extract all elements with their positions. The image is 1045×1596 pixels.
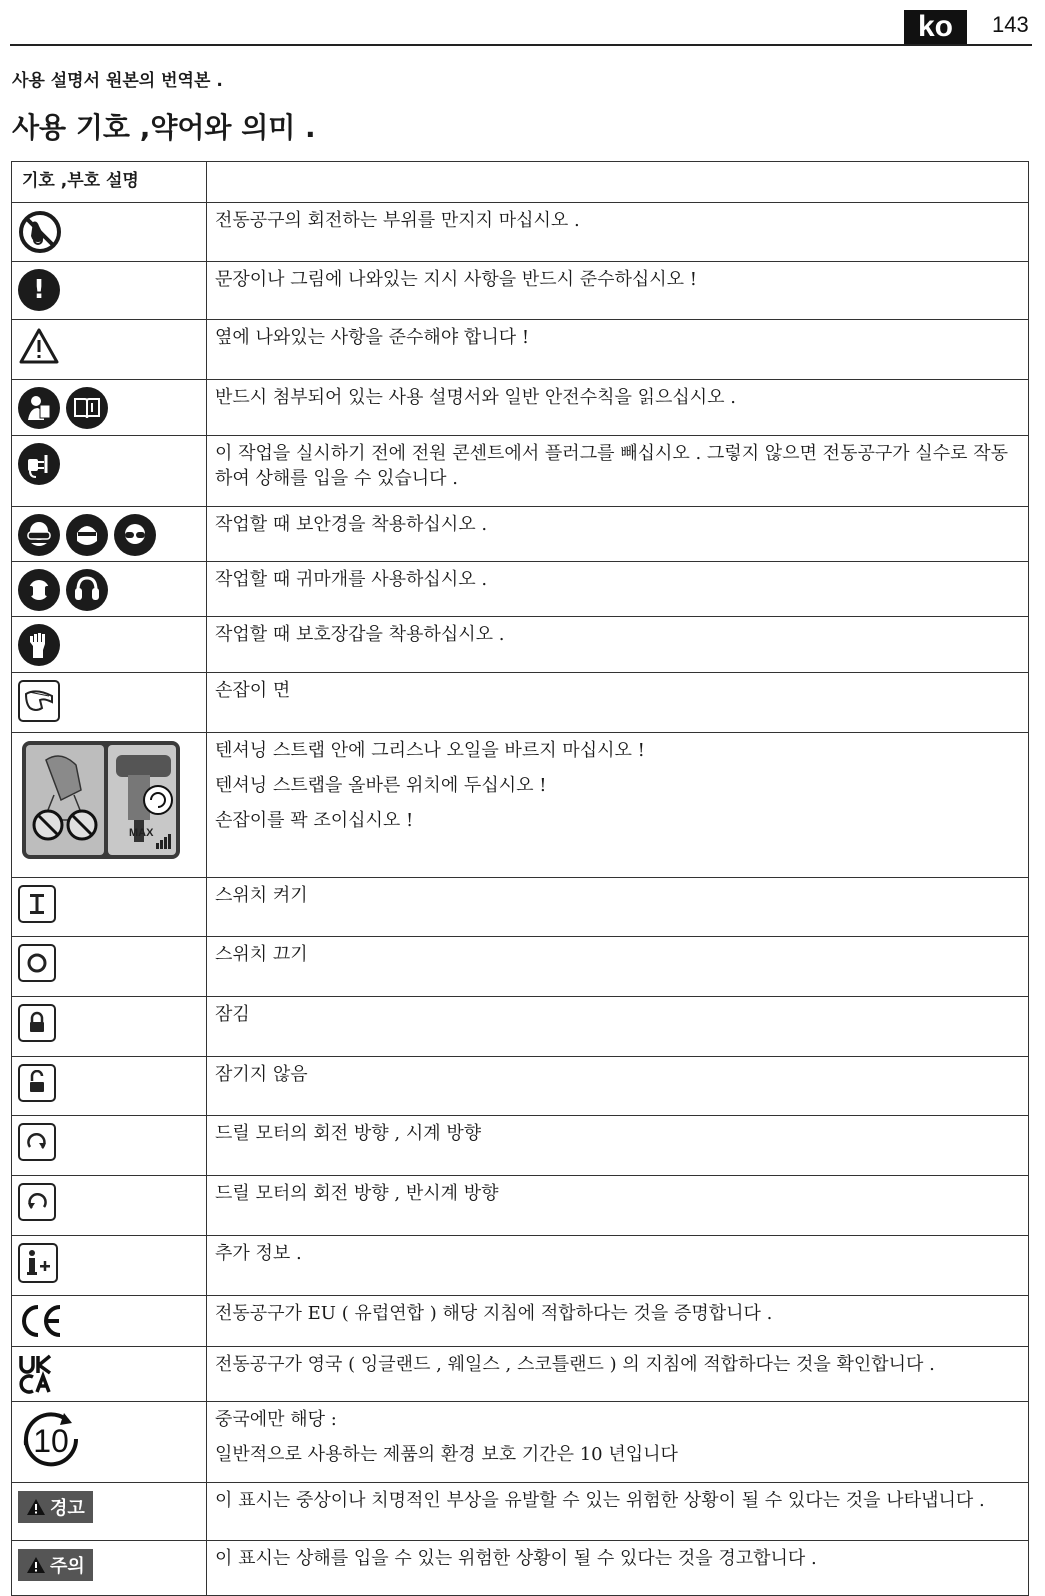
ce-mark-icon	[18, 1303, 64, 1343]
page-number: 143	[992, 12, 1029, 37]
table-row	[12, 436, 1029, 507]
max-label: MAX	[129, 827, 154, 839]
row-description: 잠김	[215, 1004, 250, 1025]
rotate-counterclockwise-icon	[18, 1183, 56, 1221]
table-row	[12, 673, 1029, 733]
caution-tag-icon	[18, 1549, 93, 1581]
table-row	[12, 1402, 1029, 1483]
header-divider	[10, 44, 1032, 46]
row-description: 작업할 때 보호장갑을 착용하십시오 .	[215, 624, 505, 645]
row-description: 드릴 모터의 회전 방향 , 반시계 방향	[215, 1183, 499, 1204]
row-description: 작업할 때 귀마개를 사용하십시오 .	[215, 569, 488, 590]
row-description: 전동공구가 영국 ( 잉글랜드 , 웨일스 , 스코틀랜드 ) 의 지침에 적합하다는 것을 확인합니다 .	[215, 1354, 935, 1375]
row-description: 이 표시는 중상이나 치명적인 부상을 유발할 수 있는 위험한 상황이 될 수 있다는 것을 나타냅니다 .	[215, 1490, 985, 1511]
epup-10-value: 10	[33, 1423, 69, 1459]
warning-tag-label: 경고	[50, 1498, 85, 1519]
row-description: 문장이나 그림에 나와있는 지시 사항을 반드시 준수하십시오 !	[215, 269, 697, 290]
row-description: 드릴 모터의 회전 방향 , 시계 방향	[215, 1123, 482, 1144]
page-title: 사용 기호 ,약어와 의미 .	[12, 111, 316, 144]
table-row	[12, 997, 1029, 1057]
table-row	[12, 562, 1029, 617]
table-row	[12, 320, 1029, 380]
gloves-icon	[18, 624, 60, 666]
table-row	[12, 1236, 1029, 1296]
switch-on-icon	[18, 885, 56, 923]
row-description: 반드시 첨부되어 있는 사용 설명서와 일반 안전수칙을 읽으십시오 .	[215, 387, 736, 408]
table-row	[12, 380, 1029, 436]
table-header-label: 기호 ,부호 설명	[12, 162, 207, 203]
goggles-icon	[18, 514, 60, 556]
row-description: 텐셔닝 스트랩을 올바른 위치에 두십시오 !	[215, 775, 547, 796]
table-row	[12, 1347, 1029, 1402]
table-row	[12, 262, 1029, 320]
row-description: 텐셔닝 스트랩 안에 그리스나 오일을 바르지 마십시오 !	[215, 740, 645, 761]
table-header-row	[12, 162, 1029, 203]
table-row	[12, 937, 1029, 997]
caution-tag-label: 주의	[50, 1556, 85, 1577]
table-row	[12, 617, 1029, 673]
no-touch-icon	[18, 210, 62, 258]
symbol-table	[11, 161, 1029, 1596]
ear-protection-icon	[18, 569, 60, 611]
lock-icon	[18, 1004, 56, 1042]
table-row	[12, 1116, 1029, 1176]
table-row	[12, 1296, 1029, 1347]
table-row	[12, 1483, 1029, 1541]
table-row	[12, 507, 1029, 562]
ear-muffs-icon	[66, 569, 108, 611]
face-shield-icon	[66, 514, 108, 556]
table-row	[12, 203, 1029, 262]
row-description: 옆에 나와있는 사항을 준수해야 합니다 !	[215, 327, 530, 348]
row-description: 이 작업을 실시하기 전에 전원 콘센트에서 플러그를 빼십시오 . 그렇지 않으면 전동공구가 실수로 작동하여 상해를 입을 수 있습니다 .	[215, 443, 1009, 489]
info-plus-icon	[18, 1243, 58, 1283]
grip-surface-icon	[18, 680, 60, 722]
exclamation-icon: !	[18, 269, 60, 311]
table-row	[12, 1176, 1029, 1236]
unplug-icon	[18, 443, 60, 485]
safety-glasses-icon	[114, 514, 156, 556]
ukca-mark-icon	[18, 1354, 54, 1398]
row-description: 스위치 끄기	[215, 944, 308, 965]
language-badge: ko	[904, 10, 967, 44]
row-description: 전동공구의 회전하는 부위를 만지지 마십시오 .	[215, 210, 580, 231]
row-description: 중국에만 해당 :	[215, 1409, 337, 1430]
read-manual-icon	[18, 387, 60, 429]
rotate-clockwise-icon	[18, 1123, 56, 1161]
row-description: 손잡이 면	[215, 680, 291, 701]
row-description: 스위치 켜기	[215, 885, 308, 906]
table-row	[12, 1057, 1029, 1116]
epup-10-icon	[18, 1409, 84, 1475]
table-row	[12, 1541, 1029, 1596]
row-description: 일반적으로 사용하는 제품의 환경 보호 기간은 10 년입니다	[215, 1444, 678, 1465]
document-subtitle: 사용 설명서 원본의 번역본 .	[12, 71, 223, 91]
manual-book-icon	[66, 387, 108, 429]
switch-off-icon	[18, 944, 56, 982]
warning-tag-icon	[18, 1491, 93, 1523]
row-description: 이 표시는 상해를 입을 수 있는 위험한 상황이 될 수 있다는 것을 경고합니다 .	[215, 1548, 817, 1569]
tension-strap-illustration	[22, 741, 180, 859]
warning-triangle-icon	[18, 327, 60, 369]
row-description: 손잡이를 꽉 조이십시오 !	[215, 810, 414, 831]
unlock-icon	[18, 1064, 56, 1102]
table-row	[12, 733, 1029, 878]
row-description: 추가 정보 .	[215, 1243, 302, 1264]
row-description: 전동공구가 EU ( 유럽연합 ) 해당 지침에 적합하다는 것을 증명합니다 .	[215, 1303, 773, 1324]
row-description: 잠기지 않음	[215, 1064, 308, 1085]
table-row	[12, 878, 1029, 937]
row-description: 작업할 때 보안경을 착용하십시오 .	[215, 514, 488, 535]
